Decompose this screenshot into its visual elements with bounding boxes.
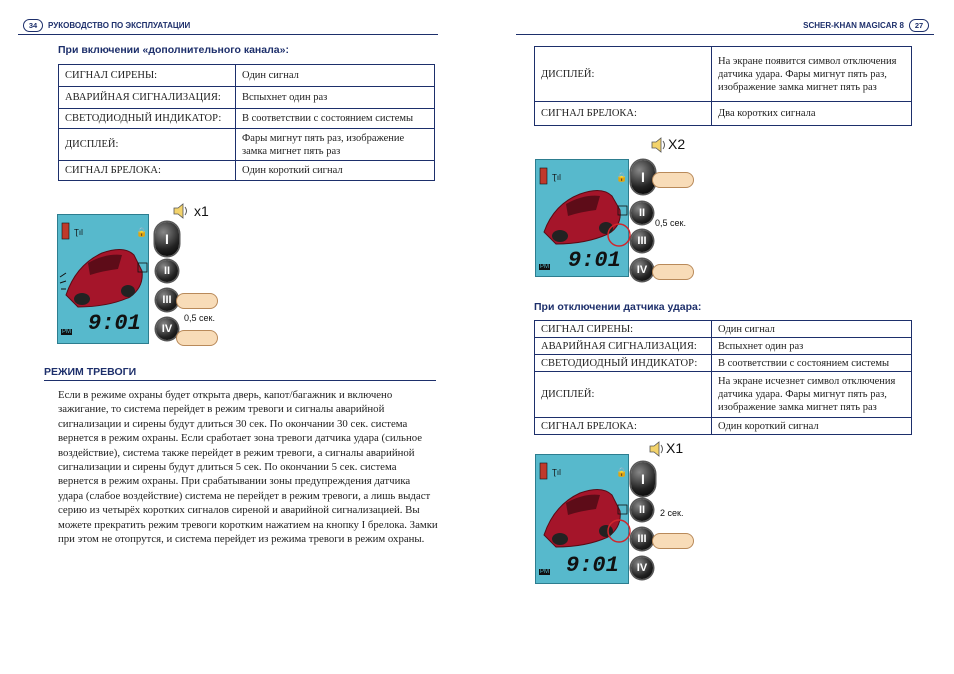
right-header-title: SCHER-KHAN MAGICAR 8 — [803, 20, 904, 30]
fob-button-3[interactable]: III — [156, 289, 178, 311]
table-row — [535, 47, 912, 102]
table-value: Вспыхнет один раз — [236, 87, 435, 109]
table-key: СИГНАЛ БРЕЛОКА: — [535, 102, 712, 126]
table-value: Один сигнал — [712, 321, 912, 338]
right-page-header — [803, 16, 934, 34]
lcd-display — [535, 159, 629, 277]
fob-button-1[interactable]: I — [155, 222, 179, 256]
fob-button-4[interactable]: IV — [156, 318, 178, 340]
right-page-number: 27 — [909, 19, 929, 32]
table-row — [535, 355, 912, 372]
lcd-display — [57, 214, 149, 344]
lcd-pm: PM — [540, 264, 549, 270]
table-key: СИГНАЛ БРЕЛОКА: — [59, 161, 236, 181]
table-row — [59, 161, 435, 181]
table-value: В соответствии с состоянием системы — [712, 355, 912, 372]
left-header-title: РУКОВОДСТВО ПО ЭКСПЛУАТАЦИИ — [48, 20, 191, 30]
lcd-time: 9:01 — [568, 248, 621, 273]
highlight-circle-icon — [606, 222, 632, 248]
table-value: Один короткий сигнал — [712, 418, 912, 435]
fob-button-2[interactable]: II — [631, 202, 653, 224]
finger-icon — [652, 172, 694, 188]
lcd-time: 9:01 — [566, 553, 619, 578]
left-header-rule — [18, 34, 438, 35]
table-value: Два коротких сигнала — [712, 102, 912, 126]
lcd-pm: PM — [540, 569, 549, 575]
fob-button-4[interactable]: IV — [631, 259, 653, 281]
table-value: В соответствии с состоянием системы — [236, 109, 435, 129]
fob-button-3[interactable]: III — [631, 528, 653, 550]
speaker-icon — [172, 202, 190, 220]
sound-count: X2 — [668, 136, 686, 152]
table-key: СИГНАЛ СИРЕНЫ: — [535, 321, 712, 338]
hold-duration: 2 сек. — [660, 508, 684, 518]
fob-button-2[interactable]: II — [156, 260, 178, 282]
table-value: Один короткий сигнал — [236, 161, 435, 181]
svg-text:Ʈıl: Ʈıl — [552, 468, 561, 477]
extra-channel-table — [58, 64, 435, 181]
svg-text:🔒: 🔒 — [616, 467, 628, 477]
table-key: ДИСПЛЕЙ: — [535, 372, 712, 418]
table-row — [535, 321, 912, 338]
hold-duration: 0,5 сек. — [184, 313, 215, 323]
shock-on-table — [534, 46, 912, 126]
finger-icon — [652, 264, 694, 280]
table-row — [59, 87, 435, 109]
table-row — [535, 372, 912, 418]
highlight-circle-icon — [606, 518, 632, 544]
table-key: ДИСПЛЕЙ: — [59, 129, 236, 161]
sound-count: X1 — [666, 440, 684, 456]
fob-button-3[interactable]: III — [631, 230, 653, 252]
finger-icon — [176, 293, 218, 309]
right-header-rule — [516, 34, 934, 35]
table-value: Фары мигнут пять раз, изображение замка мигнет пять раз — [236, 129, 435, 161]
table-key: СИГНАЛ БРЕЛОКА: — [535, 418, 712, 435]
speaker-icon — [648, 440, 666, 458]
table-value: Вспыхнет один раз — [712, 338, 912, 355]
table-key: СИГНАЛ СИРЕНЫ: — [59, 65, 236, 87]
table-row — [59, 129, 435, 161]
table-row — [59, 109, 435, 129]
table-key: АВАРИЙНАЯ СИГНАЛИЗАЦИЯ: — [535, 338, 712, 355]
lcd-pm: PM — [62, 329, 71, 335]
table-row — [535, 338, 912, 355]
table-key: АВАРИЙНАЯ СИГНАЛИЗАЦИЯ: — [59, 87, 236, 109]
table-value: На экране появится символ отключения датчика удара. Фары мигнут пять раз, изображение замка мигнет пять раз — [712, 47, 912, 102]
fob-button-4[interactable]: IV — [631, 557, 653, 579]
alarm-mode-text: Если в режиме охраны будет открыта дверь, капот/багажник и включено зажигание, то система перейдет в режим тревоги и сигналы аварийной сигнализации и сирены будут длиться 30 сек. По окончании 30 сек. система вернется в режим охраны. Если сработает зона тревоги датчика удара (сильное воздействие), система также перейдет в режим тревоги, а сигналы аварийной сигнализации и сирены будут длиться 5 сек. По окончании 5 сек. система вернется в режим охраны. При срабатывании зоны предупреждения датчика удара (слабое воздействие) система не перейдет в режим тревоги, а лишь выдаст серию из четырёх коротких сигналов сиреной и аварийной сигнализацией. Вы можете прекратить режим тревоги коротким нажатием на кнопку I брелока. Замки при этом не отопрутся, и система перейдет из режима тревоги в режим охраны. — [58, 389, 438, 546]
finger-icon — [652, 533, 694, 549]
table-value: На экране исчезнет символ отключения датчика удара. Фары мигнут пять раз, изображение замка мигнет пять раз — [712, 372, 912, 418]
hold-duration: 0,5 сек. — [655, 218, 686, 228]
table-row — [59, 65, 435, 87]
left-page-header — [18, 16, 190, 34]
svg-text:Ʈıl: Ʈıl — [552, 173, 561, 182]
shock-off-heading: При отключении датчика удара: — [534, 301, 702, 313]
fob-button-1[interactable]: I — [631, 160, 655, 194]
table-key: СВЕТОДИОДНЫЙ ИНДИКАТОР: — [535, 355, 712, 372]
table-row — [535, 102, 912, 126]
extra-channel-heading: При включении «дополнительного канала»: — [58, 44, 289, 56]
fob-button-2[interactable]: II — [631, 499, 653, 521]
svg-text:🔒: 🔒 — [616, 172, 628, 182]
svg-text:Ʈıl: Ʈıl — [74, 228, 83, 237]
fob-button-1[interactable]: I — [631, 462, 655, 496]
svg-text:🔒: 🔒 — [136, 227, 148, 237]
finger-icon — [176, 330, 218, 346]
table-key: СВЕТОДИОДНЫЙ ИНДИКАТОР: — [59, 109, 236, 129]
speaker-icon — [650, 136, 668, 154]
shock-off-table — [534, 320, 912, 435]
lcd-time: 9:01 — [88, 311, 141, 336]
table-key: ДИСПЛЕЙ: — [535, 47, 712, 102]
sound-count: x1 — [194, 203, 209, 219]
table-value: Один сигнал — [236, 65, 435, 87]
left-page-number: 34 — [23, 19, 43, 32]
table-row — [535, 418, 912, 435]
alarm-mode-title: РЕЖИМ ТРЕВОГИ — [44, 366, 436, 381]
